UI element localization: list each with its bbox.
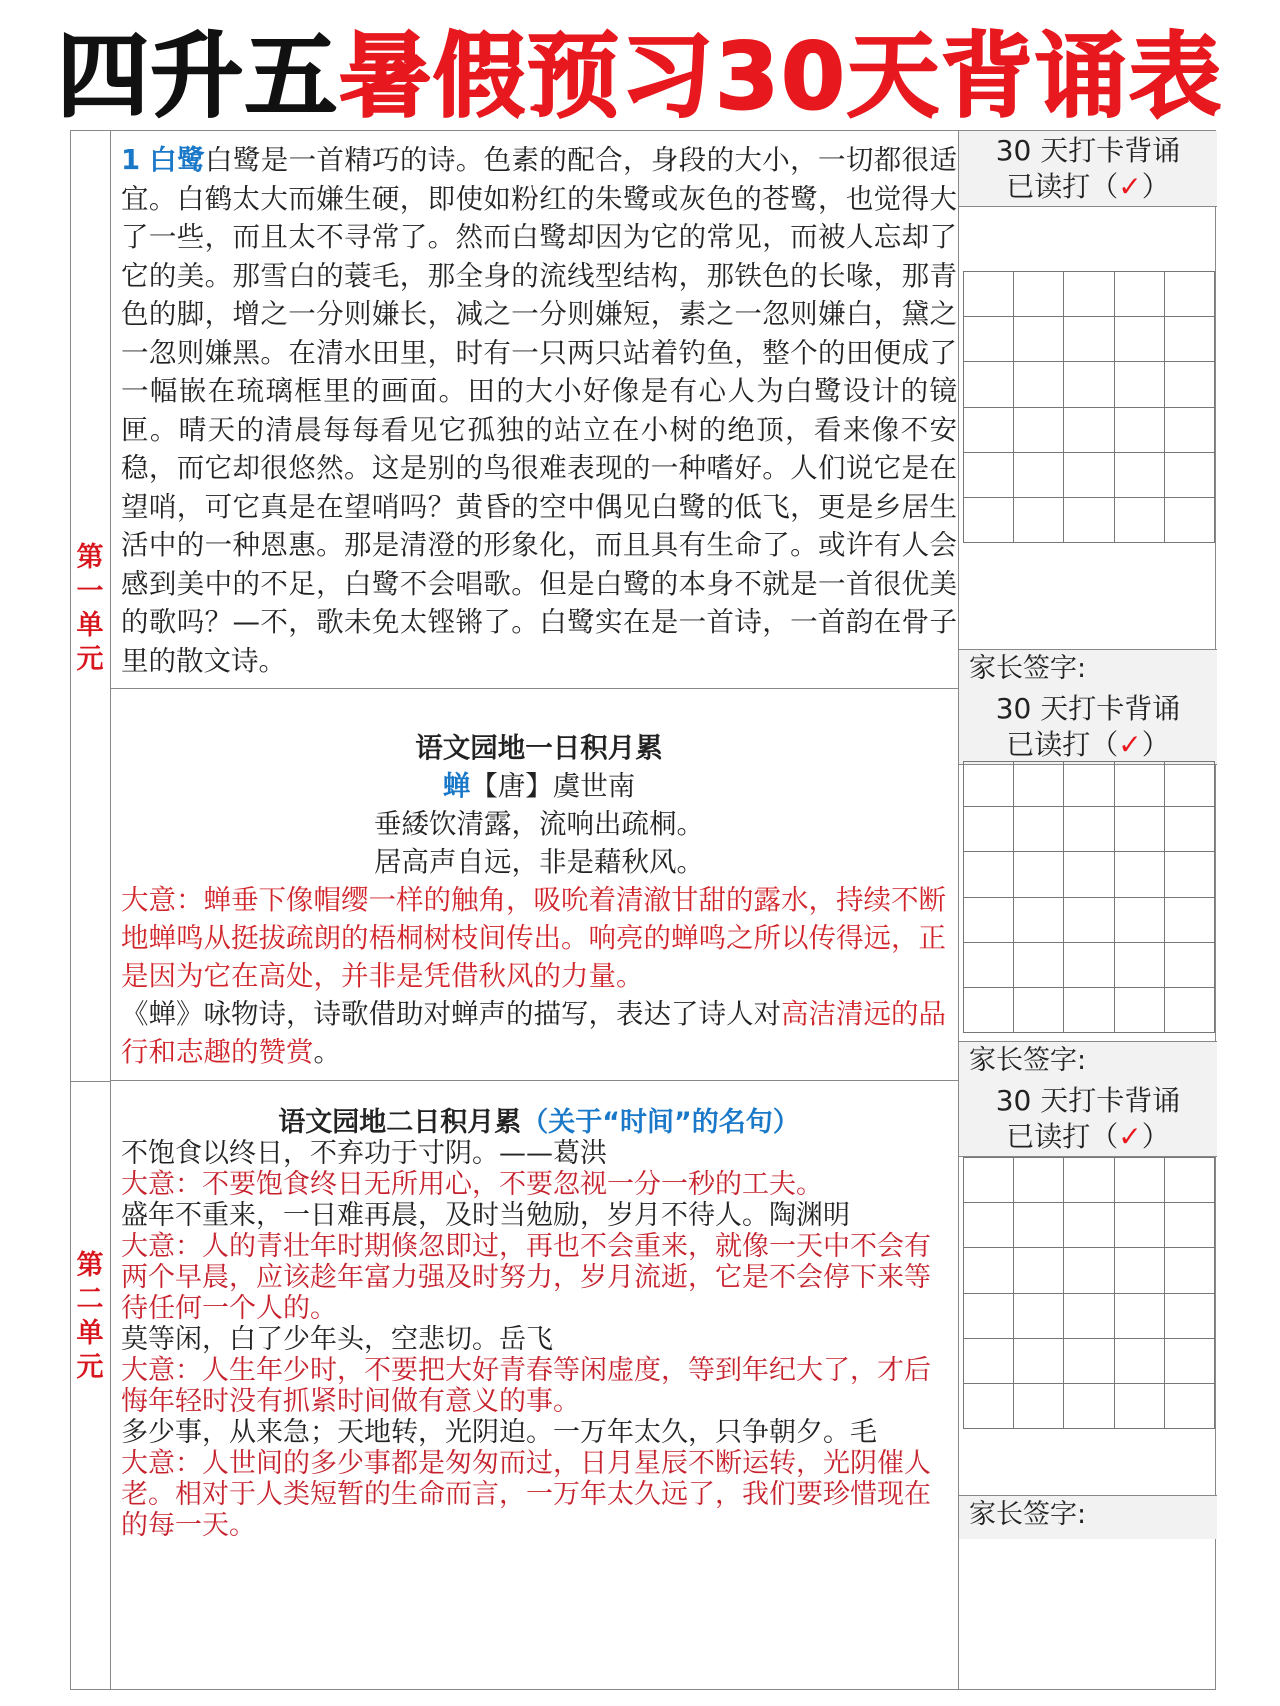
checkin-cell[interactable]: [964, 898, 1014, 943]
checkin-cell[interactable]: [1115, 498, 1165, 543]
checkin-cell[interactable]: [964, 317, 1014, 362]
checkin-cell[interactable]: [1115, 852, 1165, 897]
checkin-cell[interactable]: [1014, 807, 1064, 852]
parent-signature-3[interactable]: 家长签字:: [959, 1495, 1217, 1539]
checkin-cell[interactable]: [1064, 1203, 1114, 1248]
checkin-cell[interactable]: [1014, 317, 1064, 362]
parent-signature-2[interactable]: 家长签字:: [959, 1041, 1217, 1081]
checkin-cell[interactable]: [1165, 362, 1215, 407]
checkin-cell[interactable]: [1165, 317, 1215, 362]
lesson-1-body: 白鹭是一首精巧的诗。色素的配合，身段的大小，一切都很适宜。白鹤太大而嫌生硬，即使如粉红的朱鹭或灰色的苍鹭，也觉得大了一些，而且太不寻常了。然而白鹭却因为它的常见，而被人忘却了它的美。那雪白的蓑毛，那全身的流线型结构，那铁色的长喙，那青色的脚，增之一分则嫌长，减之一分则嫌短，素之一忽则嫌白，黛之一忽则嫌黑。在清水田里，时有一只两只站着钓鱼，整个的田便成了一幅嵌在琉璃框里的画面。田的大小好像是有心人为白鹭设计的镜匣。晴天的清晨每每看见它孤独的站立在小树的绝顶，看来像不安稳，而它却很悠然。这是别的鸟很难表现的一种嗜好。人们说它是在望哨，可它真是在望哨吗？黄昏的空中偶见白鹭的低飞，更是乡居生活中的一种恩惠。那是清澄的形象化，而且具有生命了。或许有人会感到美中的不足，白鹭不会唱歌。但是白鹭的本身不就是一首很优美的歌吗？—不，歌未免太铿锵了。白鹭实在是一首诗，一首韵在骨子里的散文诗。: [121, 144, 957, 677]
accumulation-1-content: [111, 689, 959, 1080]
poem-meaning: 大意：蝉垂下像帽缨一样的触角，吸吮着清澈甘甜的露水，持续不断地蝉鸣从挺拔疏朗的梧桐树枝间传出。响亮的蝉鸣之所以传得远，正是因为它在高处，并非是凭借秋风的力量。: [121, 884, 946, 992]
checkin-cell[interactable]: [1014, 272, 1064, 317]
checkin-cell[interactable]: [964, 453, 1014, 498]
checkin-cell[interactable]: [1014, 453, 1064, 498]
row-lesson-1: [111, 131, 1217, 689]
lesson-1-text: [121, 141, 957, 680]
checkin-cell[interactable]: [1115, 453, 1165, 498]
checkin-cell[interactable]: [1115, 807, 1165, 852]
lesson-1-number: 1: [121, 144, 141, 176]
checkin-cell[interactable]: [1064, 807, 1114, 852]
checkin-cell[interactable]: [964, 408, 1014, 453]
checkin-cell[interactable]: [1115, 1384, 1165, 1429]
unit-label-1: 第一单元: [76, 542, 104, 675]
quote-2: 盛年不重来，一日难再晨，及时当勉励，岁月不待人。陶渊明: [121, 1200, 850, 1231]
accumulation-2-content: [111, 1081, 959, 1689]
checkin-cell[interactable]: [964, 498, 1014, 543]
checkin-cell[interactable]: [1014, 362, 1064, 407]
checkin-cell[interactable]: [964, 1248, 1014, 1293]
checkin-cell[interactable]: [964, 762, 1014, 807]
checkin-cell[interactable]: [1014, 408, 1064, 453]
checkin-read-line: 已读打（✓）: [1006, 170, 1170, 203]
checkin-cell[interactable]: [1064, 453, 1114, 498]
page-title: [0, 22, 1280, 132]
checkin-cell[interactable]: [1165, 408, 1215, 453]
checkin-cell[interactable]: [1165, 988, 1215, 1033]
accumulation-2-heading-line: [121, 1107, 957, 1138]
checkin-cell[interactable]: [1064, 1248, 1114, 1293]
accumulation-2-subheading: （关于“时间”的名句）: [521, 1107, 800, 1138]
accumulation-2-heading: 语文园地二日积月累: [278, 1107, 522, 1138]
checkmark-icon: ✓: [1118, 728, 1142, 761]
checkin-cell[interactable]: [1014, 762, 1064, 807]
checkin-cell[interactable]: [1064, 1294, 1114, 1339]
checkin-cell[interactable]: [1115, 943, 1165, 988]
checkin-cell[interactable]: [1014, 943, 1064, 988]
checkin-cell[interactable]: [1064, 852, 1114, 897]
checkin-header-2: 30 天打卡背诵 已读打（✓）: [959, 689, 1217, 765]
checkin-header-3: 30 天打卡背诵 已读打（✓）: [959, 1081, 1217, 1157]
poem-title: 蝉: [442, 770, 471, 802]
checkin-cell[interactable]: [1014, 498, 1064, 543]
quote-4: 多少事，从来急；天地转，光阴迫。一万年太久，只争朝夕。毛: [121, 1417, 877, 1448]
checkin-cell[interactable]: [1165, 943, 1215, 988]
checkin-cell[interactable]: [1165, 498, 1215, 543]
checkin-cell[interactable]: [1064, 1339, 1114, 1384]
checkin-cell[interactable]: [1064, 408, 1114, 453]
checkin-cell[interactable]: [1115, 762, 1165, 807]
checkin-cell[interactable]: [1014, 1339, 1064, 1384]
accumulation-2-block: [121, 1107, 957, 1541]
checkin-cell[interactable]: [964, 988, 1014, 1033]
poem-line-2: 居高声自远，非是藉秋风。: [374, 846, 704, 878]
checkin-cell[interactable]: [1115, 408, 1165, 453]
checkin-cell[interactable]: [964, 1294, 1014, 1339]
checkin-cell[interactable]: [964, 272, 1014, 317]
checkin-cell[interactable]: [964, 1384, 1014, 1429]
checkin-cell[interactable]: [1165, 453, 1215, 498]
parent-signature-1[interactable]: 家长签字:: [959, 649, 1217, 689]
recitation-table: [70, 130, 1216, 1690]
unit-label-2: 第二单元: [76, 1250, 104, 1383]
checkin-cell[interactable]: [1165, 1384, 1215, 1429]
poem-line-1: 垂緌饮清露，流响出疏桐。: [374, 808, 704, 840]
accumulation-1-heading: 语文园地一日积月累: [415, 732, 663, 764]
title-part-red: 暑假预习30天背诵表: [338, 23, 1224, 130]
checkin-panel-3: [959, 1081, 1217, 1689]
checkin-cell[interactable]: [1014, 852, 1064, 897]
quote-2-meaning: 大意：人的青壮年时期倏忽即过，再也不会重来，就像一天中不会有两个早晨，应该趁年富力强及时努力，岁月流逝，它是不会停下来等待任何一个人的。: [121, 1231, 931, 1324]
checkin-title: 30 天打卡背诵: [995, 134, 1181, 167]
checkin-cell[interactable]: [1064, 272, 1114, 317]
checkin-cell[interactable]: [1064, 988, 1114, 1033]
checkin-cell[interactable]: [1165, 272, 1215, 317]
checkmark-icon: ✓: [1118, 170, 1142, 203]
quote-3: 莫等闲，白了少年头，空悲切。岳飞: [121, 1324, 553, 1355]
checkin-cell[interactable]: [1064, 1158, 1114, 1203]
checkin-cell[interactable]: [964, 1158, 1014, 1203]
checkin-cell[interactable]: [964, 943, 1014, 988]
checkin-cell[interactable]: [1115, 362, 1165, 407]
checkin-cell[interactable]: [1064, 362, 1114, 407]
checkin-cell[interactable]: [964, 362, 1014, 407]
checkin-cell[interactable]: [1165, 807, 1215, 852]
quote-1: 不饱食以终日，不弃功于寸阴。——葛洪: [121, 1138, 607, 1169]
row-accumulation-2: [111, 1081, 1217, 1689]
quote-3-meaning: 大意：人生年少时，不要把大好青春等闲虚度，等到年纪大了，才后悔年轻时没有抓紧时间做有意义的事。: [121, 1355, 931, 1417]
checkin-cell[interactable]: [1064, 317, 1114, 362]
checkin-cell[interactable]: [1064, 762, 1114, 807]
checkin-cell[interactable]: [1014, 1248, 1064, 1293]
checkin-cell[interactable]: [1014, 1203, 1064, 1248]
quote-1-meaning: 大意：不要饱食终日无所用心，不要忽视一分一秒的工夫。: [121, 1169, 823, 1200]
quote-4-meaning: 大意：人世间的多少事都是匆匆而过，日月星辰不断运转，光阴催人老。相对于人类短暂的生命而言，一万年太久远了，我们要珍惜现在的每一天。: [121, 1448, 931, 1541]
checkin-cell[interactable]: [1064, 498, 1114, 543]
checkin-cell[interactable]: [1165, 1203, 1215, 1248]
checkin-cell[interactable]: [1115, 1339, 1165, 1384]
checkin-cell[interactable]: [1064, 898, 1114, 943]
checkin-panel-1: [959, 131, 1217, 688]
checkin-cell[interactable]: [1165, 762, 1215, 807]
checkin-cell[interactable]: [1014, 1294, 1064, 1339]
checkin-cell[interactable]: [1165, 852, 1215, 897]
lesson-1-content: [111, 131, 959, 688]
checkin-cell[interactable]: [1115, 1158, 1165, 1203]
checkin-cell[interactable]: [1115, 1203, 1165, 1248]
checkin-cell[interactable]: [964, 807, 1014, 852]
checkin-cell[interactable]: [1165, 1248, 1215, 1293]
checkin-header-1: [959, 131, 1217, 207]
checkin-cell[interactable]: [1115, 317, 1165, 362]
checkin-cell[interactable]: [1014, 1158, 1064, 1203]
checkin-cell[interactable]: [1115, 1248, 1165, 1293]
checkin-cell[interactable]: [1165, 1339, 1215, 1384]
checkin-cell[interactable]: [964, 852, 1014, 897]
checkin-grid-2: [963, 761, 1215, 1033]
checkin-cell[interactable]: [1064, 943, 1114, 988]
poem-note-highlight: 高洁清远的品行和志趣的赞赏: [121, 998, 946, 1068]
poem-title-line: [121, 767, 957, 805]
checkin-grid-1: [963, 271, 1215, 543]
checkin-cell[interactable]: [1115, 1294, 1165, 1339]
checkin-cell[interactable]: [1165, 1158, 1215, 1203]
checkmark-icon: ✓: [1118, 1120, 1142, 1153]
poem-note: 《蝉》咏物诗，诗歌借助对蝉声的描写，表达了诗人对高洁清远的品行和志趣的赞赏。: [121, 998, 946, 1068]
checkin-cell[interactable]: [964, 1339, 1014, 1384]
row-accumulation-1: [111, 689, 1217, 1081]
checkin-panel-2: [959, 689, 1217, 1080]
checkin-cell[interactable]: [1064, 1384, 1114, 1429]
poem-author: 【唐】虞世南: [470, 770, 636, 802]
checkin-grid-3: [963, 1157, 1215, 1429]
checkin-cell[interactable]: [1014, 898, 1064, 943]
title-part-black: 四升五: [56, 23, 339, 130]
unit-divider: [71, 1081, 111, 1082]
checkin-cell[interactable]: [1115, 988, 1165, 1033]
unit-column: [71, 131, 111, 1689]
lesson-1-title: 白鹭: [149, 144, 205, 176]
accumulation-1-block: [121, 729, 957, 1071]
checkin-cell[interactable]: [1165, 1294, 1215, 1339]
checkin-cell[interactable]: [964, 1203, 1014, 1248]
checkin-cell[interactable]: [1014, 1384, 1064, 1429]
checkin-cell[interactable]: [1115, 272, 1165, 317]
checkin-cell[interactable]: [1115, 898, 1165, 943]
checkin-cell[interactable]: [1014, 988, 1064, 1033]
checkin-cell[interactable]: [1165, 898, 1215, 943]
